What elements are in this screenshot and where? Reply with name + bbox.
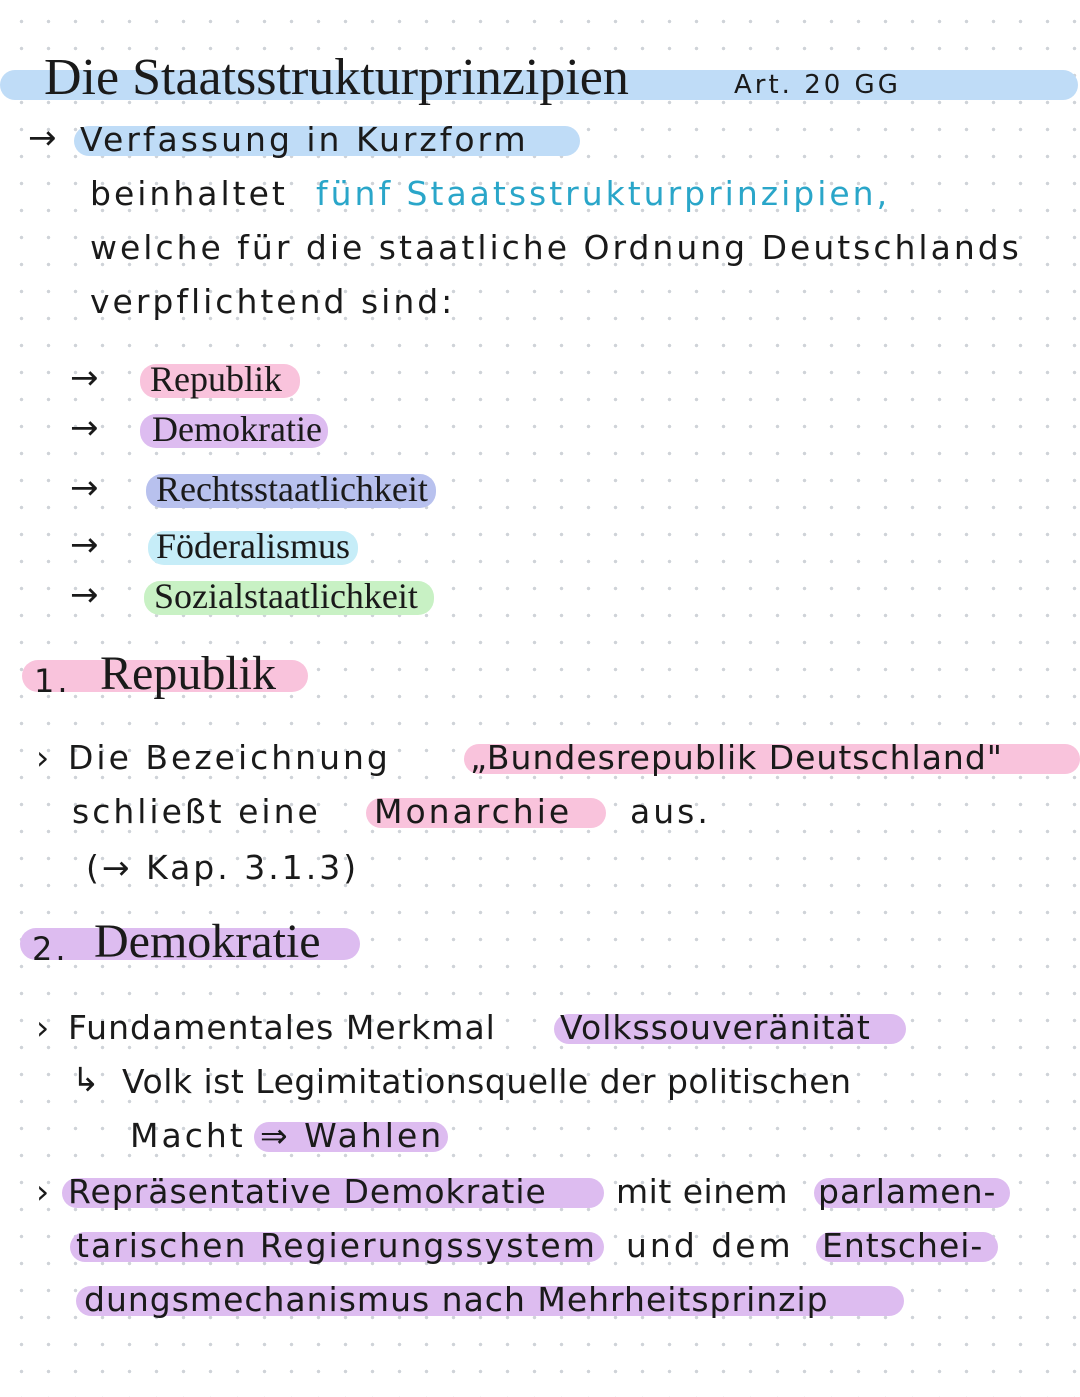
section2-text-parlamen: parlamen- <box>818 1172 997 1211</box>
section1-title: Republik <box>100 647 276 700</box>
intro-text-colored: fünf Staatsstrukturprinzipien, <box>316 174 891 213</box>
section2-number: 2. <box>32 930 69 968</box>
principle-arrow-icon: → <box>70 525 99 565</box>
section2-text-mit-einem: mit einem <box>616 1172 789 1211</box>
section1-text-plain: Die Bezeichnung <box>68 738 391 777</box>
principle-arrow-icon: → <box>70 575 99 615</box>
section1-text-monarchie: Monarchie <box>374 792 573 831</box>
principle-foederalismus: Föderalismus <box>156 526 350 566</box>
section2-title: Demokratie <box>94 915 321 968</box>
principle-arrow-icon: → <box>70 358 99 398</box>
section2-sub-arrow-icon: ↳ <box>72 1060 103 1099</box>
principle-republik: Republik <box>150 359 282 399</box>
section2-text-volk: Volk ist Legimitationsquelle der politischen <box>122 1062 852 1101</box>
intro-heading: Verfassung in Kurzform <box>80 120 529 159</box>
page-title: Die Staatsstrukturprinzipien <box>44 49 629 106</box>
section2-bullet-icon: › <box>36 1008 53 1047</box>
section1-number: 1. <box>34 662 71 700</box>
section1-text-schliesst: schließt eine <box>72 792 321 831</box>
section2-text-macht: Macht <box>130 1116 246 1155</box>
intro-arrow-icon: → <box>28 118 57 158</box>
principle-arrow-icon: → <box>70 468 99 508</box>
principle-demokratie: Demokratie <box>152 409 322 449</box>
principle-arrow-icon: → <box>70 408 99 448</box>
section1-bullet-icon: › <box>36 738 53 777</box>
section1-text-aus: aus. <box>630 792 711 831</box>
section2-text-dungsmechanismus: dungsmechanismus nach Mehrheitsprinzip <box>84 1280 829 1319</box>
intro-text-line3: verpflichtend sind: <box>90 282 456 321</box>
section2-text-regierungssystem: tarischen Regierungssystem <box>76 1226 597 1265</box>
principle-rechtsstaatlichkeit: Rechtsstaatlichkeit <box>156 469 428 509</box>
section1-reference: (→ Kap. 3.1.3) <box>86 848 360 887</box>
section2-bullet2-icon: › <box>36 1172 53 1211</box>
section2-text-merkmal: Fundamentales Merkmal <box>68 1008 496 1047</box>
intro-text-plain: beinhaltet <box>90 174 288 213</box>
article-reference: Art. 20 GG <box>734 70 901 100</box>
section2-text-volkssouveraenitaet: Volkssouveränität <box>560 1008 871 1047</box>
section2-text-entschei: Entschei- <box>822 1226 984 1265</box>
section2-text-wahlen: ⇒ Wahlen <box>260 1116 445 1155</box>
principle-sozialstaatlichkeit: Sozialstaatlichkeit <box>154 576 418 616</box>
section1-text-bundesrepublik: „Bundesrepublik Deutschland" <box>470 738 1003 777</box>
intro-text-line2: welche für die staatliche Ordnung Deutschlands <box>90 228 1022 267</box>
section2-text-repraesentative: Repräsentative Demokratie <box>68 1172 547 1211</box>
section2-text-und-dem: und dem <box>626 1226 794 1265</box>
